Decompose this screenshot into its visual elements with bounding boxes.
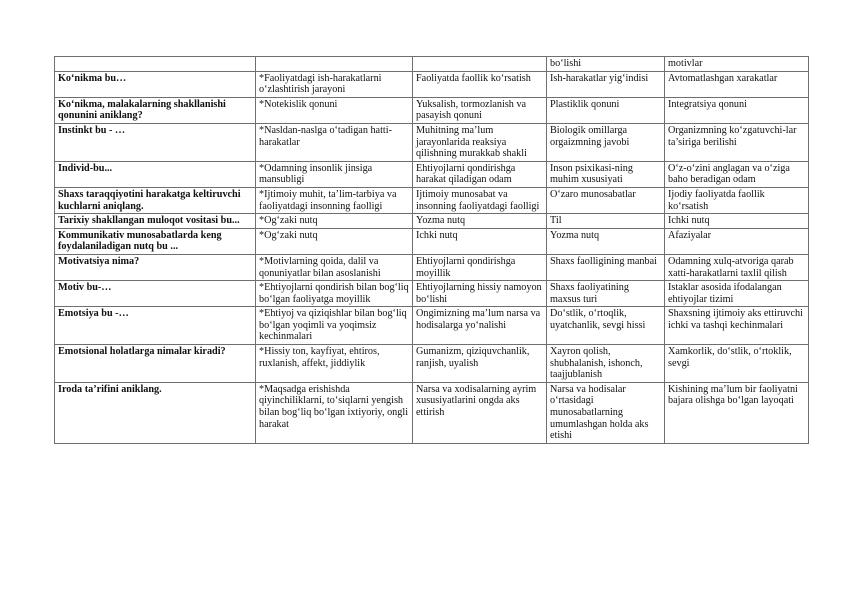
table-row (55, 123, 809, 161)
answer-option-cell: Do‘stlik, o‘rtoqlik, uyatchanlik, sevgi hissi (547, 307, 665, 345)
answer-option-cell: Organizmning ko‘zgatuvchi-lar ta’siriga berilishi (665, 123, 809, 161)
answer-option-cell: Kishining ma’lum bir faoliyatni bajara olishga bo‘lgan layoqati (665, 382, 809, 443)
answer-option-cell: O‘zaro munosabatlar (547, 187, 665, 213)
question-cell: Kommunikativ munosabatlarda keng foydalaniladigan nutq bu ... (55, 228, 256, 254)
answer-option-cell: Avtomatlashgan xarakatlar (665, 71, 809, 97)
question-cell: Individ-bu... (55, 161, 256, 187)
answer-option-cell: Afaziyalar (665, 228, 809, 254)
answer-option-cell: Xayron qolish, shubhalanish, ishonch, taajjublanish (547, 345, 665, 383)
question-cell: Motiv bu-… (55, 281, 256, 307)
correct-answer-cell: *Odamning insonlik jinsiga mansubligi (256, 161, 413, 187)
question-cell: Shaxs taraqqiyotini harakatga keltiruvchi kuchlarni aniqlang. (55, 187, 256, 213)
table-cell: bo‘lishi (547, 57, 665, 72)
correct-answer-cell: *Maqsadga erishishda qiyinchiliklarni, to‘siqlarni yengish bilan bog‘liq bo‘lgan ixtiyoriy, ongli harakat (256, 382, 413, 443)
table-cell (256, 57, 413, 72)
answer-option-cell: Plastiklik qonuni (547, 97, 665, 123)
answer-option-cell: Ish-harakatlar yig‘indisi (547, 71, 665, 97)
answer-option-cell: Ehtiyojlarni qondirishga moyillik (413, 254, 547, 280)
answer-option-cell: Faoliyatda faollik ko‘rsatish (413, 71, 547, 97)
answer-option-cell: Til (547, 214, 665, 229)
answer-option-cell: Ongimizning ma’lum narsa va hodisalarga yo‘nalishi (413, 307, 547, 345)
table-cell (413, 57, 547, 72)
question-cell: Emotsional holatlarga nimalar kiradi? (55, 345, 256, 383)
question-cell: Instinkt bu - … (55, 123, 256, 161)
answer-option-cell: Shaxs faoliyatining maxsus turi (547, 281, 665, 307)
correct-answer-cell: *Ehtiyoj va qiziqishlar bilan bog‘liq bo‘lgan yoqimli va yoqimsiz kechinmalari (256, 307, 413, 345)
correct-answer-cell: *Nasldan-naslga o‘tadigan hatti-harakatlar (256, 123, 413, 161)
answer-option-cell: Yozma nutq (547, 228, 665, 254)
correct-answer-cell: *Ehtiyojlarni qondirish bilan bog‘liq bo‘lgan faoliyatga moyillik (256, 281, 413, 307)
answer-option-cell: Muhitning ma’lum jarayonlarida reaksiya qilishning murakkab shakli (413, 123, 547, 161)
correct-answer-cell: *Motivlarning qoida, dalil va qonuniyatlar bilan asoslanishi (256, 254, 413, 280)
answer-option-cell: Biologik omillarga orgaizmning javobi (547, 123, 665, 161)
table-row (55, 97, 809, 123)
question-cell: Emotsiya bu -… (55, 307, 256, 345)
answer-option-cell: Yuksalish, tormozlanish va pasayish qonuni (413, 97, 547, 123)
answer-option-cell: Yozma nutq (413, 214, 547, 229)
test-questions-table (54, 56, 809, 444)
table-cell: motivlar (665, 57, 809, 72)
answer-option-cell: Narsa va hodisalar o‘rtasidagi munosabatlarning umumlashgan holda aks etishi (547, 382, 665, 443)
table-row (55, 254, 809, 280)
table-cell (55, 57, 256, 72)
correct-answer-cell: *Og‘zaki nutq (256, 214, 413, 229)
answer-option-cell: Integratsiya qonuni (665, 97, 809, 123)
answer-option-cell: Gumanizm, qiziquvchanlik, ranjish, uyalish (413, 345, 547, 383)
table-row (55, 214, 809, 229)
table-row (55, 161, 809, 187)
answer-option-cell: Ehtiyojlarni qondirishga harakat qiladigan odam (413, 161, 547, 187)
table-row (55, 345, 809, 383)
question-cell: Ko‘nikma, malakalarning shakllanishi qonunini aniklang? (55, 97, 256, 123)
answer-option-cell: Narsa va xodisalarning ayrim xususiyatlarini ongda aks ettirish (413, 382, 547, 443)
answer-option-cell: Ichki nutq (413, 228, 547, 254)
table-row (55, 57, 809, 72)
correct-answer-cell: *Faoliyatdagi ish-harakatlarni o‘zlashtirish jarayoni (256, 71, 413, 97)
answer-option-cell: Ijodiy faoliyatda faollik ko‘rsatish (665, 187, 809, 213)
correct-answer-cell: *Notekislik qonuni (256, 97, 413, 123)
table-row (55, 187, 809, 213)
table-row (55, 382, 809, 443)
answer-option-cell: Ijtimoiy munosabat va insonning faoliyatdagi faolligi (413, 187, 547, 213)
answer-option-cell: Odamning xulq-atvoriga qarab xatti-harakatlarni taxlil qilish (665, 254, 809, 280)
correct-answer-cell: *Hissiy ton, kayfiyat, ehtiros, ruxlanish, affekt, jiddiylik (256, 345, 413, 383)
answer-option-cell: Inson psixikasi-ning muhim xususiyati (547, 161, 665, 187)
answer-option-cell: O‘z-o‘zini anglagan va o‘ziga baho beradigan odam (665, 161, 809, 187)
table-row (55, 71, 809, 97)
question-cell: Iroda ta’rifini aniklang. (55, 382, 256, 443)
answer-option-cell: Ichki nutq (665, 214, 809, 229)
answer-option-cell: Shaxs faolligining manbai (547, 254, 665, 280)
table-row (55, 228, 809, 254)
table-row (55, 307, 809, 345)
answer-option-cell: Xamkorlik, do‘stlik, o‘rtoklik, sevgi (665, 345, 809, 383)
table-row (55, 281, 809, 307)
question-cell: Motivatsiya nima? (55, 254, 256, 280)
correct-answer-cell: *Ijtimoiy muhit, ta’lim-tarbiya va faoliyatdagi insonning faolligi (256, 187, 413, 213)
answer-option-cell: Shaxsning ijtimoiy aks ettiruvchi ichki va tashqi kechinmalari (665, 307, 809, 345)
question-cell: Ko‘nikma bu… (55, 71, 256, 97)
answer-option-cell: Ehtiyojlarning hissiy namoyon bo‘lishi (413, 281, 547, 307)
correct-answer-cell: *Og‘zaki nutq (256, 228, 413, 254)
answer-option-cell: Istaklar asosida ifodalangan ehtiyojlar tizimi (665, 281, 809, 307)
question-cell: Tarixiy shakllangan muloqot vositasi bu... (55, 214, 256, 229)
